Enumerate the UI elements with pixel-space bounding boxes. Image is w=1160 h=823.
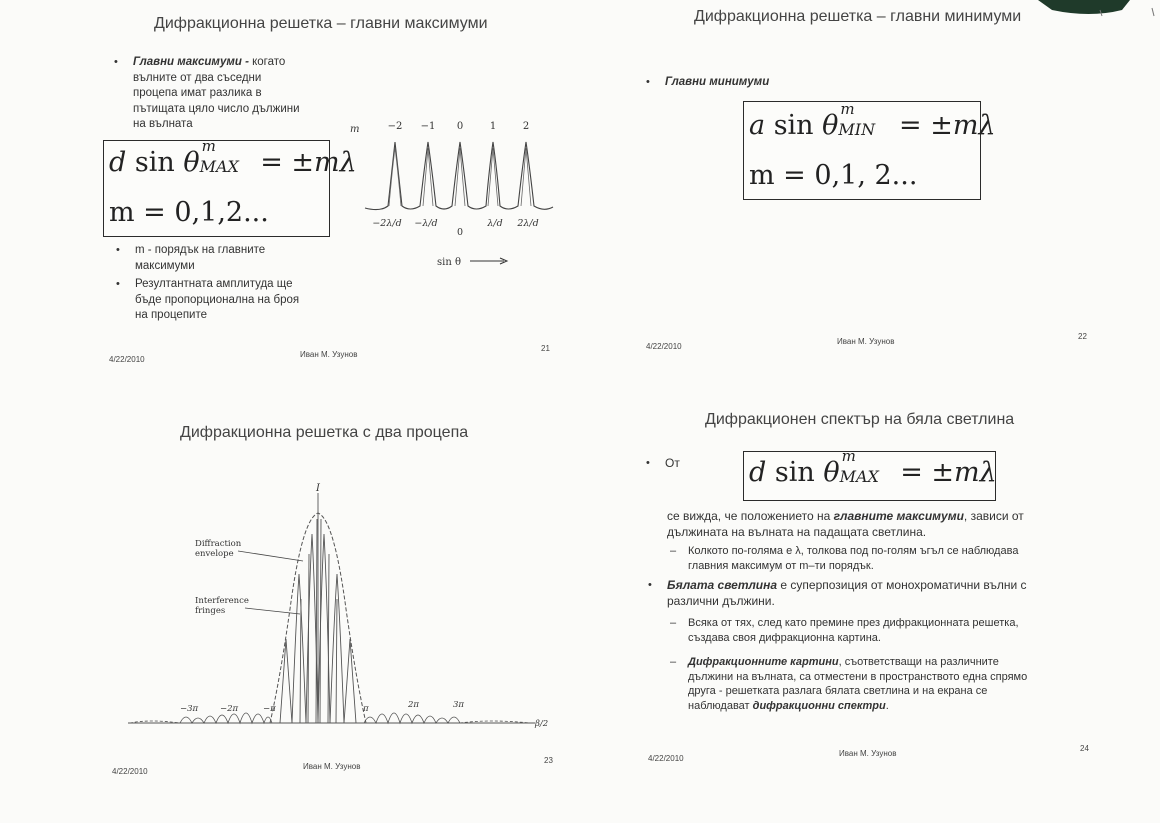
scan-artifact (1030, 0, 1160, 20)
axis-label: sin θ (437, 257, 461, 268)
paragraph-position (667, 508, 1127, 540)
dash: – (670, 545, 677, 557)
beta-tick-label: π (363, 704, 369, 714)
dash: – (670, 617, 677, 629)
intensity-label: I (316, 483, 320, 494)
x-axis-label: β/2 (535, 719, 549, 729)
envelope-label: Diffraction (195, 539, 242, 549)
bullet-amplitude (116, 277, 345, 324)
peaks-curve (365, 142, 553, 210)
term-main-maxima: главните максимуми (833, 509, 964, 523)
bullet-text: когато (252, 56, 286, 68)
formula-line-2: m = 0,1, 2... (749, 160, 918, 191)
beta-tick-label: −3π (180, 704, 199, 714)
order-label: 0 (456, 121, 464, 132)
beta-tick-label: −π (263, 704, 276, 714)
term-diffraction-patterns: Дифракционните картини (688, 656, 839, 668)
sub-bullet-lambda (670, 544, 1128, 573)
slide-title: Дифракционна решетка с два процепа (180, 424, 469, 441)
formula-line-1: d sin θ m MAX = ±mλ (749, 447, 997, 488)
formula-line-1: d sin θ m MAX = ±mλ (109, 137, 357, 178)
bullet-line: пътищата цяло число дължини (133, 102, 300, 115)
bullet-main-minima (646, 75, 770, 91)
sin-tick-label: −2λ/d (372, 218, 402, 229)
bullet-line: на вълната (133, 118, 193, 130)
text-run: Колкото по-голяма е λ, толкова под по-голям ъгъл се наблюдава (688, 545, 1019, 557)
text-run: , съответстващи на различните (838, 656, 999, 668)
bullet-dot: • (646, 76, 650, 88)
bullet-line: Резултантната амплитуда ще (135, 278, 293, 290)
page-number: 22 (1078, 332, 1087, 341)
order-label: 1 (489, 121, 497, 132)
bullet-dot: • (646, 457, 650, 469)
text-run: наблюдават (688, 699, 753, 712)
text-run: е суперпозиция от монохроматични вълни с (777, 578, 1027, 592)
bullet-line: на процепите (135, 309, 207, 321)
order-label: −2 (387, 121, 403, 132)
scan-smudge (1038, 0, 1130, 14)
footer-date: 4/22/2010 (648, 754, 684, 763)
bullet-white-light (648, 577, 1127, 609)
text-run: създава своя дифракционна картина. (688, 631, 881, 644)
bullet-order (116, 243, 335, 274)
formula-white-light (743, 447, 997, 501)
bullet-from (646, 456, 680, 472)
sin-tick-label: λ/d (487, 218, 503, 229)
slide-21 (0, 0, 580, 411)
fringes-label: fringes (195, 606, 226, 616)
bullet-line: бъде пропорционална на броя (135, 293, 300, 306)
text-run: се вижда, че положението на (667, 509, 834, 523)
slide-24 (580, 411, 1160, 822)
page-number: 21 (541, 344, 550, 353)
footer-date: 4/22/2010 (109, 355, 145, 364)
fringes-pointer (245, 608, 300, 614)
beta-tick-label: −2π (220, 704, 239, 714)
beta-tick-label: 2π (408, 700, 419, 710)
slide-title: Дифракционна решетка – главни минимуми (694, 8, 1022, 25)
slide-22 (580, 0, 1160, 411)
sin-tick-label: 0 (456, 227, 464, 238)
formula-line-1: a sin θ m MIN = ±mλ (749, 100, 996, 141)
text-run: Всяка от тях, след като премине през дифракционната решетка, (688, 617, 1019, 629)
slide-title: Дифракционна решетка – главни максимуми (154, 15, 488, 32)
slide-title: Дифракционен спектър на бяла светлина (705, 411, 1015, 428)
formula-grating-minima (743, 100, 996, 200)
term-white-light: Бялата светлина (667, 578, 778, 592)
text-run: друга - решетката разлага бялата светлина и на екрана се (688, 685, 988, 697)
bullet-dot: • (114, 56, 118, 68)
footer-author: Иван М. Узунов (300, 350, 358, 359)
sub-bullet-patterns (670, 655, 1128, 713)
term-diffraction-spectra: дифракционни спектри (752, 699, 886, 712)
envelope-label: envelope (195, 549, 234, 559)
two-slit-intensity-graph (120, 479, 560, 739)
term-main-maxima: Главни максимуми - (133, 56, 253, 68)
bullet-dot: • (648, 579, 652, 591)
fringes-label: Interference (195, 596, 249, 606)
footer-author: Иван М. Узунов (839, 749, 897, 758)
order-m-label: m (350, 124, 360, 135)
beta-tick-label: 3π (453, 700, 464, 710)
bullet-line: вълните от два съседни (133, 71, 262, 84)
text-run: главния максимум от m–ти порядък. (688, 559, 874, 572)
text-run: . (885, 699, 889, 712)
text-run: дължината на вълната на падащата светлина. (667, 525, 927, 539)
slide-23 (0, 411, 580, 822)
footer-date: 4/22/2010 (646, 342, 682, 351)
envelope-pointer (238, 551, 303, 561)
footer-author: Иван М. Узунов (303, 762, 361, 771)
page-number: 24 (1080, 744, 1089, 753)
footer-author: Иван М. Узунов (837, 337, 895, 346)
footer-date: 4/22/2010 (112, 767, 148, 776)
bullet-dot: • (116, 278, 120, 290)
bullet-text: От (665, 456, 680, 470)
text-run: дължини на вълната, са отместени в пространството една спрямо (688, 670, 1028, 683)
sin-tick-label: 2λ/d (517, 218, 539, 229)
dash: – (670, 656, 677, 668)
bullet-line: m - порядък на главните (135, 244, 266, 256)
sub-bullet-each (670, 616, 1128, 645)
bullet-line: максимуми (135, 259, 195, 272)
grating-peaks-graph (340, 110, 570, 275)
bullet-dot: • (116, 244, 120, 256)
formula-line-2: m = 0,1,2... (109, 197, 269, 228)
bullet-main-maxima (114, 55, 343, 133)
page-number: 23 (544, 756, 553, 765)
sin-tick-label: −λ/d (414, 218, 438, 229)
order-label: −1 (420, 121, 436, 132)
text-run: различни дължини. (667, 594, 775, 608)
formula-grating-maxima (103, 137, 357, 237)
order-label: 2 (522, 121, 530, 132)
text-run: , зависи от (963, 509, 1024, 523)
term-main-minima: Главни минимуми (665, 76, 770, 88)
bullet-line: процепа имат разлика в (133, 87, 262, 99)
